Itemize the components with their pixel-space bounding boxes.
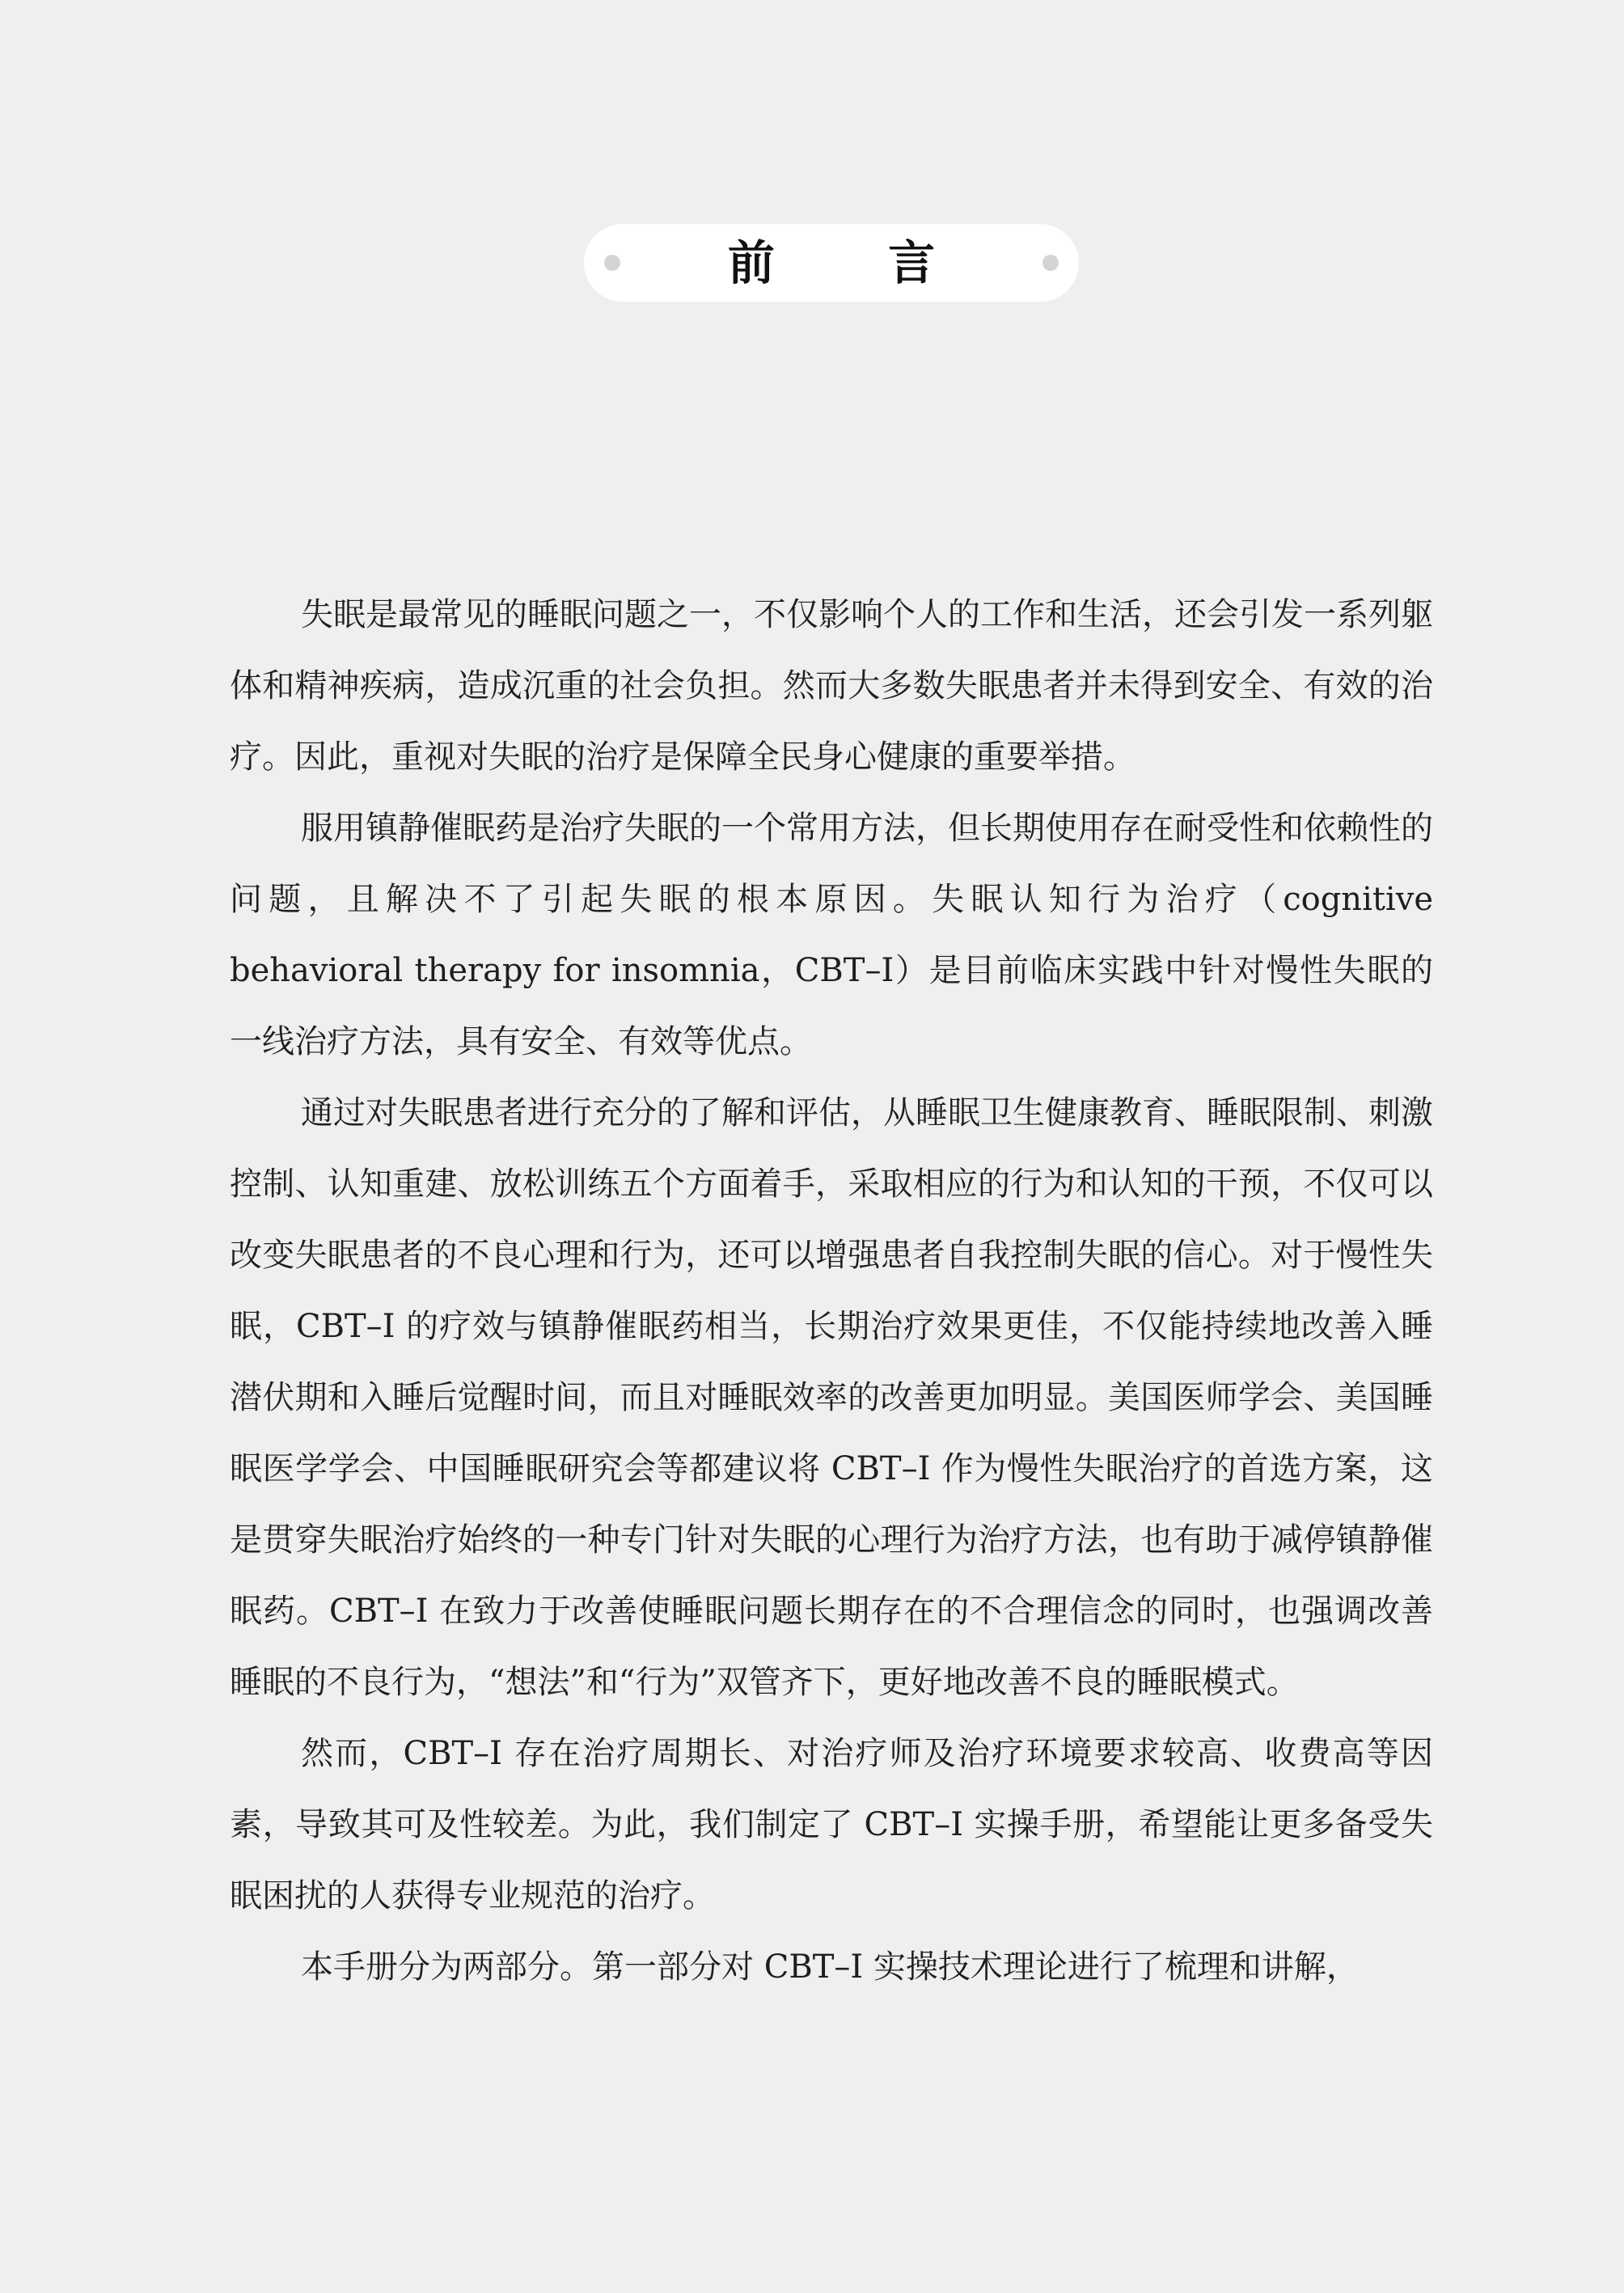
paragraph: 通过对失眠患者进行充分的了解和评估，从睡眠卫生健康教育、睡眠限制、刺激控制、认知重建、放松训练五个方面着手，采取相应的行为和认知的干预，不仅可以改变失眠患者的不良心理和行为，还可以增强患者自我控制失眠的信心。对于慢性失眠，CBT–I 的疗效与镇静催眠药相当，长期治疗效果更佳，不仅能持续地改善入睡潜伏期和入睡后觉醒时间，而且对睡眠效率的改善更加明显。美国医师学会、美国睡眠医学学会、中国睡眠研究会等都建议将 CBT–I 作为慢性失眠治疗的首选方案，这是贯穿失眠治疗始终的一种专门针对失眠的心理行为治疗方法，也有助于减停镇静催眠药。CBT–I 在致力于改善使睡眠问题长期存在的不合理信念的同时，也强调改善睡眠的不良行为，“想法”和“行为”双管齐下，更好地改善不良的睡眠模式。 [230,1094,1433,1701]
page-title: 前 言 [727,235,984,290]
paragraph: 然而，CBT–I 存在治疗周期长、对治疗师及治疗环境要求较高、收费高等因素，导致其可及性较差。为此，我们制定了 CBT–I 实操手册，希望能让更多备受失眠困扰的人获得专业规范的治疗。 [230,1735,1433,1914]
paragraph: 本手册分为两部分。第一部分对 CBT–I 实操技术理论进行了梳理和讲解， [301,1948,1359,1986]
right-dot-icon [1042,255,1059,271]
title-banner [584,224,1079,302]
paragraph: 服用镇静催眠药是治疗失眠的一个常用方法，但长期使用存在耐受性和依赖性的问题，且解决不了引起失眠的根本原因。失眠认知行为治疗（cognitive behavioral therapy for insomnia，CBT–I）是目前临床实践中针对慢性失眠的一线治疗方法，具有安全、有效等优点。 [230,810,1433,1060]
paragraph: 失眠是最常见的睡眠问题之一，不仅影响个人的工作和生活，还会引发一系列躯体和精神疾病，造成沉重的社会负担。然而大多数失眠患者并未得到安全、有效的治疗。因此，重视对失眠的治疗是保障全民身心健康的重要举措。 [230,596,1433,776]
preface-body [230,579,1433,2003]
